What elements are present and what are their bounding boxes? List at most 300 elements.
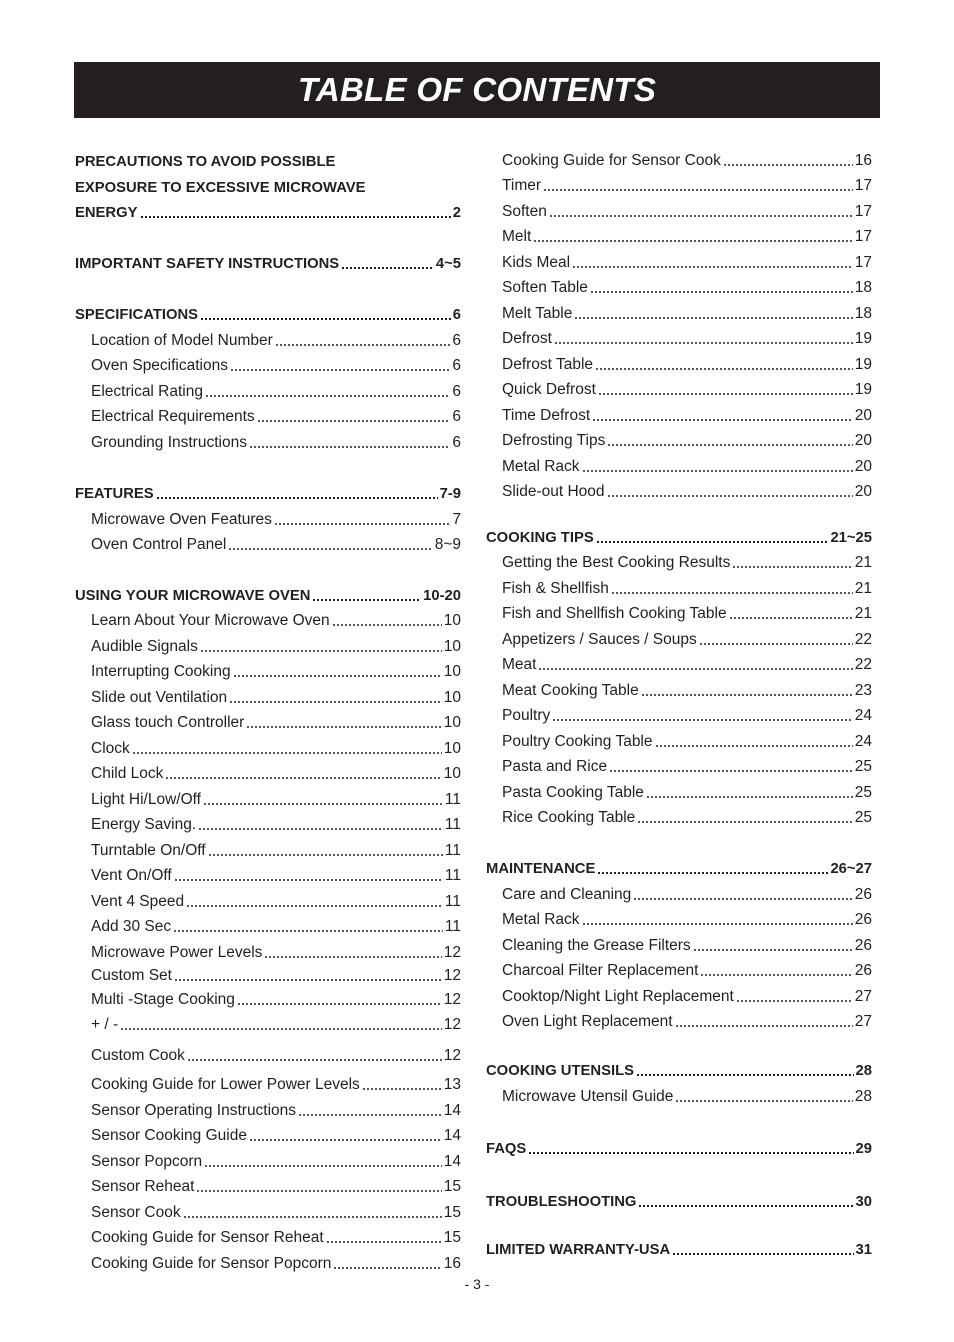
dot-leader (326, 1241, 442, 1243)
toc-entry (75, 914, 461, 936)
toc-entry-title: Time Defrost (502, 407, 591, 424)
toc-entry (75, 1012, 461, 1034)
toc-entry (486, 454, 872, 476)
toc-entry-page: 24 (854, 707, 872, 724)
toc-entry-page: 4~5 (435, 256, 461, 272)
dot-leader (607, 444, 852, 446)
dot-leader (641, 694, 853, 696)
toc-entry-page: 12 (443, 991, 461, 1008)
dot-leader (205, 395, 450, 397)
toc-entry (75, 863, 461, 885)
dot-leader (700, 974, 852, 976)
toc-entry-page: 10 (443, 689, 461, 706)
toc-entry (75, 889, 461, 911)
toc-entry (486, 754, 872, 776)
toc-entry-page: 10 (443, 638, 461, 655)
toc-entry-title: Defrost Table (502, 356, 594, 373)
toc-entry-page: 12 (443, 944, 461, 961)
toc-entry-page: 15 (443, 1178, 461, 1195)
dot-leader (228, 548, 432, 550)
toc-entry-page: 11 (444, 791, 461, 808)
toc-entry (486, 780, 872, 802)
toc-entry-page: 10 (443, 740, 461, 757)
toc-entry-page: 21 (854, 605, 872, 622)
dot-leader (572, 266, 853, 268)
toc-entry-page: 10-20 (423, 588, 461, 604)
toc-entry-title: Pasta and Rice (502, 758, 608, 775)
toc-entry-page: 26 (854, 886, 872, 903)
toc-entry (486, 250, 872, 272)
toc-section-heading (75, 200, 461, 222)
dot-leader (607, 495, 853, 497)
toc-entry (75, 812, 461, 834)
toc-section-heading (486, 1237, 872, 1259)
dot-leader (597, 872, 828, 874)
toc-entry (75, 1098, 461, 1120)
dot-leader (675, 1025, 853, 1027)
toc-entry-title: Vent On/Off (91, 867, 172, 884)
toc-entry (486, 224, 872, 246)
dot-leader (528, 1152, 853, 1154)
toc-entry-page: 10 (443, 612, 461, 629)
toc-entry (75, 353, 461, 375)
dot-leader (592, 419, 853, 421)
toc-entry-title: Sensor Operating Instructions (91, 1102, 297, 1119)
toc-entry (486, 958, 872, 980)
dot-leader (140, 216, 451, 218)
dot-leader (655, 745, 853, 747)
toc-entry-title: Metal Rack (502, 458, 580, 475)
toc-entry-page: 28 (855, 1063, 872, 1079)
toc-entry-page: 30 (855, 1194, 872, 1210)
toc-entry-page: 12 (443, 1047, 461, 1064)
toc-entry-title: Care and Cleaning (502, 886, 632, 903)
toc-entry-title: Fish and Shellfish Cooking Table (502, 605, 727, 622)
toc-entry-title: Glass touch Controller (91, 714, 245, 731)
toc-entry (486, 729, 872, 751)
toc-entry-title: TROUBLESHOOTING (486, 1194, 637, 1210)
toc-entry (486, 479, 872, 501)
toc-entry-page: 26 (854, 937, 872, 954)
toc-entry-title: Cooking Guide for Lower Power Levels (91, 1076, 360, 1093)
toc-entry-title: Microwave Power Levels (91, 944, 263, 961)
toc-entry (75, 761, 461, 783)
toc-entry-title: Vent 4 Speed (91, 893, 185, 910)
toc-entry-title: Cleaning the Grease Filters (502, 937, 691, 954)
toc-entry-page: 27 (854, 988, 872, 1005)
toc-entry-page: 15 (443, 1204, 461, 1221)
toc-entry-page: 6 (452, 383, 461, 400)
toc-entry (486, 428, 872, 450)
dot-leader (249, 446, 450, 448)
toc-entry (75, 659, 461, 681)
dot-leader (274, 523, 450, 525)
toc-entry-title: Add 30 Sec (91, 918, 172, 935)
toc-entry-page: 19 (854, 330, 872, 347)
toc-entry-page: 14 (443, 1102, 461, 1119)
toc-entry-page: 31 (855, 1242, 872, 1258)
page-title: TABLE OF CONTENTS (297, 71, 657, 108)
toc-entry-page: 20 (854, 407, 872, 424)
toc-entry (486, 301, 872, 323)
toc-entry-page: 20 (854, 432, 872, 449)
toc-entry (75, 532, 461, 554)
toc-entry-page: 17 (854, 177, 872, 194)
dot-leader (552, 719, 853, 721)
toc-entry-title: Charcoal Filter Replacement (502, 962, 699, 979)
toc-entry-title: Timer (502, 177, 542, 194)
toc-section-heading (486, 525, 872, 547)
dot-leader (156, 497, 438, 499)
toc-entry-page: 7-9 (439, 486, 461, 502)
toc-entry (75, 987, 461, 1009)
toc-entry (486, 403, 872, 425)
toc-entry-title: Turntable On/Off (91, 842, 206, 859)
toc-entry-title: Melt Table (502, 305, 573, 322)
toc-entry-title: Electrical Rating (91, 383, 203, 400)
toc-entry-title: Meat Cooking Table (502, 682, 639, 699)
toc-entry-page: 18 (854, 305, 872, 322)
toc-entry-page: 11 (444, 918, 461, 935)
dot-leader (574, 317, 852, 319)
toc-section-heading (75, 251, 461, 273)
toc-entry-title: MAINTENANCE (486, 861, 596, 877)
dot-leader (333, 1267, 441, 1269)
toc-entry-page: 19 (854, 381, 872, 398)
dot-leader (675, 1100, 852, 1102)
toc-entry-title: Oven Control Panel (91, 536, 227, 553)
toc-entry-title: Interrupting Cooking (91, 663, 231, 680)
toc-section-heading (486, 1136, 872, 1158)
toc-entry (486, 576, 872, 598)
toc-entry-page: 24 (854, 733, 872, 750)
dot-leader (699, 643, 853, 645)
toc-entry-title: Cooking Guide for Sensor Popcorn (91, 1255, 332, 1272)
toc-entry (486, 1084, 872, 1106)
toc-entry-title: Defrosting Tips (502, 432, 606, 449)
toc-entry-page: 26 (854, 962, 872, 979)
page-number: - 3 - (464, 1276, 490, 1292)
toc-entry-title: Melt (502, 228, 532, 245)
toc-entry-title: Sensor Popcorn (91, 1153, 203, 1170)
toc-entry (75, 430, 461, 452)
toc-section-heading (75, 481, 461, 503)
dot-leader (165, 777, 441, 779)
toc-entry (486, 377, 872, 399)
toc-entry-title: Audible Signals (91, 638, 198, 655)
toc-entry (486, 199, 872, 221)
toc-entry-title: Cooking Guide for Sensor Cook (502, 152, 721, 169)
toc-entry-page: 11 (444, 867, 461, 884)
toc-entry-page: 21 (854, 580, 872, 597)
toc-entry (486, 173, 872, 195)
toc-entry-title: COOKING UTENSILS (486, 1063, 634, 1079)
toc-entry-title: Cooktop/Night Light Replacement (502, 988, 734, 1005)
toc-entry-title: PRECAUTIONS TO AVOID POSSIBLE (75, 154, 336, 170)
toc-entry (75, 608, 461, 630)
toc-entry-title: + / - (91, 1016, 119, 1033)
toc-entry (75, 379, 461, 401)
dot-leader (237, 1003, 442, 1005)
toc-entry-page: 26 (854, 911, 872, 928)
toc-entry-page: 26~27 (830, 861, 872, 877)
toc-entry-title: Appetizers / Sauces / Soups (502, 631, 697, 648)
toc-title-banner (74, 62, 880, 118)
toc-entry-page: 8~9 (434, 536, 461, 553)
dot-leader (229, 701, 442, 703)
toc-entry-page: 14 (443, 1127, 461, 1144)
toc-entry (486, 1009, 872, 1031)
toc-section-heading (75, 149, 461, 171)
toc-entry-title: Electrical Requirements (91, 408, 255, 425)
dot-leader (257, 420, 451, 422)
dot-leader (200, 650, 442, 652)
toc-entry-title: COOKING TIPS (486, 530, 594, 546)
dot-leader (249, 1139, 442, 1141)
toc-entry (486, 275, 872, 297)
toc-entry (75, 1251, 461, 1273)
toc-entry-page: 2 (452, 205, 461, 221)
toc-entry (75, 710, 461, 732)
dot-leader (196, 1190, 441, 1192)
toc-entry-page: 16 (854, 152, 872, 169)
dot-leader (362, 1088, 442, 1090)
toc-entry-page: 20 (854, 483, 872, 500)
toc-entry-page: 16 (443, 1255, 461, 1272)
toc-entry-page: 21 (854, 554, 872, 571)
toc-section-heading (486, 856, 872, 878)
toc-entry-page: 22 (854, 631, 872, 648)
toc-entry-title: Microwave Utensil Guide (502, 1088, 674, 1105)
toc-entry-title: Poultry (502, 707, 551, 724)
dot-leader (582, 470, 853, 472)
toc-entry (486, 678, 872, 700)
dot-leader (132, 752, 442, 754)
toc-entry-page: 6 (452, 357, 461, 374)
dot-leader (174, 979, 442, 981)
dot-leader (636, 1074, 854, 1076)
toc-section-heading (486, 1189, 872, 1211)
toc-entry-title: Custom Cook (91, 1047, 185, 1064)
dot-leader (549, 215, 853, 217)
dot-leader (203, 803, 443, 805)
dot-leader (633, 898, 852, 900)
dot-leader (341, 267, 434, 269)
dot-leader (233, 675, 442, 677)
toc-entry-page: 11 (444, 893, 461, 910)
toc-entry-page: 17 (854, 203, 872, 220)
toc-entry (75, 328, 461, 350)
dot-leader (275, 344, 451, 346)
toc-section-heading (486, 1058, 872, 1080)
dot-leader (596, 541, 829, 543)
toc-entry-title: Quick Defrost (502, 381, 596, 398)
toc-entry-page: 12 (443, 1016, 461, 1033)
dot-leader (198, 828, 443, 830)
dot-leader (208, 854, 443, 856)
toc-entry-title: Slide out Ventilation (91, 689, 228, 706)
toc-entry-title: Child Lock (91, 765, 164, 782)
toc-entry-title: Sensor Reheat (91, 1178, 195, 1195)
dot-leader (637, 821, 852, 823)
dot-leader (595, 368, 853, 370)
toc-entry-title: Grounding Instructions (91, 434, 247, 451)
toc-entry-title: LIMITED WARRANTY-USA (486, 1242, 671, 1258)
toc-entry-page: 25 (854, 758, 872, 775)
toc-entry-title: Metal Rack (502, 911, 580, 928)
toc-entry (75, 963, 461, 985)
dot-leader (729, 617, 853, 619)
toc-entry (75, 1174, 461, 1196)
toc-entry-title: SPECIFICATIONS (75, 307, 199, 323)
toc-entry-page: 12 (443, 967, 461, 984)
toc-entry (486, 882, 872, 904)
toc-entry-page: 20 (854, 458, 872, 475)
toc-entry-title: Location of Model Number (91, 332, 273, 349)
dot-leader (543, 189, 853, 191)
dot-leader (173, 930, 443, 932)
dot-leader (538, 668, 852, 670)
toc-entry (75, 1149, 461, 1171)
dot-leader (723, 164, 853, 166)
dot-leader (298, 1114, 442, 1116)
toc-section-heading (75, 175, 461, 197)
toc-entry (75, 940, 461, 962)
toc-entry-page: 11 (444, 842, 461, 859)
toc-entry (486, 984, 872, 1006)
dot-leader (582, 923, 853, 925)
toc-entry-page: 11 (444, 816, 461, 833)
toc-entry-title: Sensor Cooking Guide (91, 1127, 247, 1144)
toc-entry-page: 18 (854, 279, 872, 296)
toc-entry-page: 6 (452, 408, 461, 425)
toc-entry-title: Slide-out Hood (502, 483, 605, 500)
toc-entry-page: 25 (854, 809, 872, 826)
toc-entry-title: Getting the Best Cooking Results (502, 554, 731, 571)
toc-entry-page: 22 (854, 656, 872, 673)
toc-entry-page: 10 (443, 714, 461, 731)
toc-entry-title: Oven Specifications (91, 357, 228, 374)
toc-entry-page: 28 (854, 1088, 872, 1105)
dot-leader (120, 1028, 442, 1030)
toc-entry-page: 25 (854, 784, 872, 801)
toc-entry-title: Kids Meal (502, 254, 571, 271)
dot-leader (693, 949, 853, 951)
toc-entry-title: FEATURES (75, 486, 154, 502)
dot-leader (200, 318, 451, 320)
toc-entry (486, 326, 872, 348)
toc-section-heading (75, 302, 461, 324)
toc-entry (75, 838, 461, 860)
toc-entry-title: Soften (502, 203, 547, 220)
toc-entry (486, 601, 872, 623)
toc-entry-title: Clock (91, 740, 130, 757)
toc-entry-title: ENERGY (75, 205, 138, 221)
toc-entry (486, 352, 872, 374)
toc-entry-page: 6 (452, 434, 461, 451)
toc-entry (75, 736, 461, 758)
toc-entry-page: 7 (452, 511, 461, 528)
toc-entry-title: FAQS (486, 1141, 527, 1157)
toc-entry (75, 1225, 461, 1247)
toc-entry-title: Oven Light Replacement (502, 1013, 673, 1030)
dot-leader (187, 1059, 442, 1061)
dot-leader (732, 566, 852, 568)
dot-leader (646, 796, 853, 798)
toc-entry-title: Cooking Guide for Sensor Reheat (91, 1229, 324, 1246)
toc-entry (75, 685, 461, 707)
toc-entry-title: Multi -Stage Cooking (91, 991, 235, 1008)
toc-entry-title: Learn About Your Microwave Oven (91, 612, 330, 629)
toc-entry-title: EXPOSURE TO EXCESSIVE MICROWAVE (75, 180, 366, 196)
dot-leader (533, 240, 852, 242)
dot-leader (638, 1205, 853, 1207)
toc-entry-title: Pasta Cooking Table (502, 784, 644, 801)
toc-entry (486, 148, 872, 170)
toc-entry (486, 703, 872, 725)
toc-entry-title: Fish & Shellfish (502, 580, 609, 597)
toc-entry (486, 805, 872, 827)
dot-leader (554, 342, 853, 344)
dot-leader (609, 770, 853, 772)
dot-leader (186, 905, 443, 907)
toc-entry-page: 6 (452, 307, 461, 323)
toc-entry-title: Defrost (502, 330, 552, 347)
toc-entry-page: 29 (855, 1141, 872, 1157)
toc-entry-title: Custom Set (91, 967, 172, 984)
toc-entry (486, 933, 872, 955)
toc-section-heading (75, 583, 461, 605)
dot-leader (736, 1000, 853, 1002)
toc-entry (75, 1043, 461, 1065)
toc-entry-page: 6 (452, 332, 461, 349)
toc-entry-page: 13 (443, 1076, 461, 1093)
toc-entry-page: 10 (443, 765, 461, 782)
dot-leader (246, 726, 441, 728)
toc-entry (75, 1072, 461, 1094)
toc-entry-page: 19 (854, 356, 872, 373)
dot-leader (590, 291, 853, 293)
toc-entry (75, 787, 461, 809)
toc-entry (75, 1200, 461, 1222)
toc-entry-page: 21~25 (830, 530, 872, 546)
toc-entry-title: USING YOUR MICROWAVE OVEN (75, 588, 311, 604)
toc-entry-page: 17 (854, 254, 872, 271)
toc-entry-page: 10 (443, 663, 461, 680)
toc-entry-title: Meat (502, 656, 537, 673)
toc-entry-title: IMPORTANT SAFETY INSTRUCTIONS (75, 256, 340, 272)
toc-entry-title: Light Hi/Low/Off (91, 791, 201, 808)
dot-leader (332, 624, 442, 626)
toc-entry-page: 14 (443, 1153, 461, 1170)
toc-entry-page: 15 (443, 1229, 461, 1246)
toc-entry (75, 634, 461, 656)
toc-entry (486, 907, 872, 929)
dot-leader (598, 393, 853, 395)
toc-entry-page: 17 (854, 228, 872, 245)
dot-leader (264, 956, 441, 958)
toc-entry-title: Sensor Cook (91, 1204, 181, 1221)
dot-leader (230, 369, 450, 371)
toc-entry-page: 27 (854, 1013, 872, 1030)
toc-entry-title: Soften Table (502, 279, 588, 296)
toc-entry-title: Rice Cooking Table (502, 809, 636, 826)
toc-entry-title: Microwave Oven Features (91, 511, 272, 528)
toc-entry (75, 404, 461, 426)
toc-entry (486, 550, 872, 572)
dot-leader (672, 1253, 853, 1255)
toc-entry-title: Energy Saving. (91, 816, 197, 833)
